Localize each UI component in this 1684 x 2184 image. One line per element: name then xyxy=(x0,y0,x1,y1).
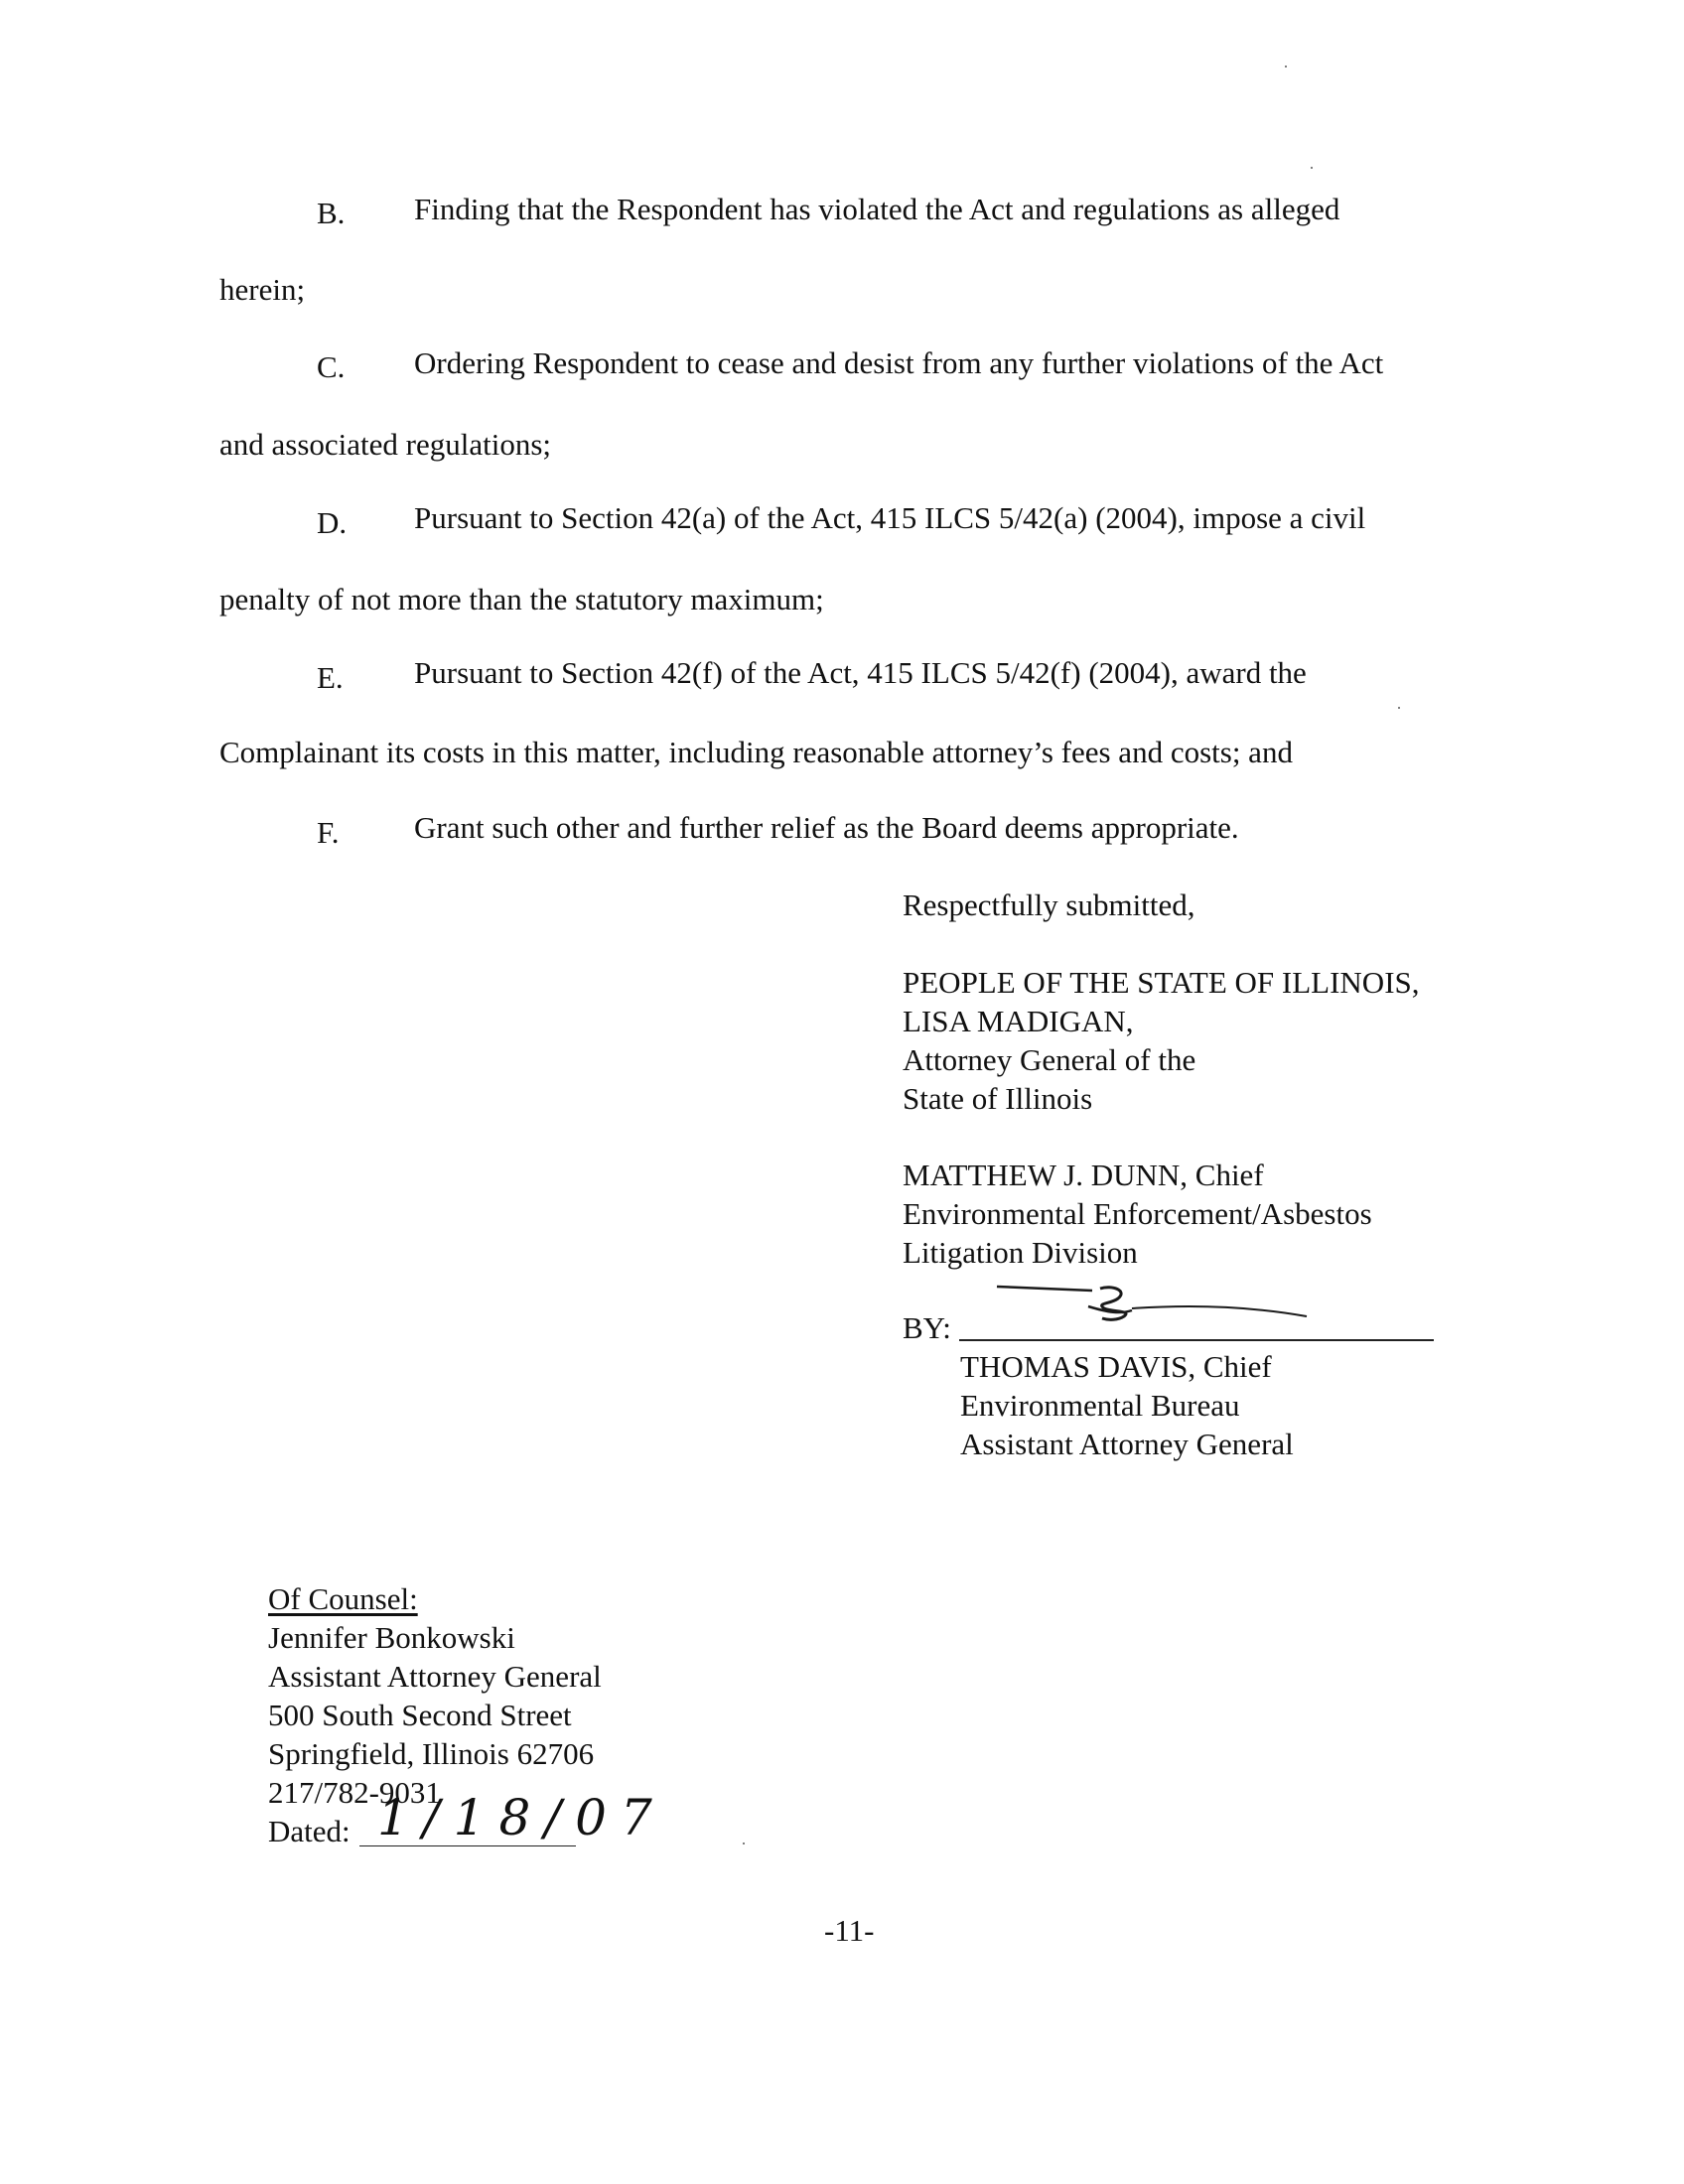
paragraph-letter: E. xyxy=(317,660,344,695)
handwritten-signature xyxy=(993,1277,1321,1336)
by-label: BY: xyxy=(903,1310,951,1345)
counsel-address: 500 South Second Street xyxy=(268,1698,572,1732)
paragraph-letter: B. xyxy=(317,196,346,230)
paragraph-continuation: penalty of not more than the statutory maximum; xyxy=(219,582,824,616)
paragraph-text: Ordering Respondent to cease and desist from any further violations of the Act xyxy=(414,345,1384,380)
scan-speck xyxy=(743,1843,745,1844)
counsel-title: Assistant Attorney General xyxy=(268,1659,602,1694)
counsel-name: Jennifer Bonkowski xyxy=(268,1620,515,1655)
signatory-line: State of Illinois xyxy=(903,1081,1093,1116)
paragraph-letter: C. xyxy=(317,349,346,384)
paragraph-letter: D. xyxy=(317,505,348,540)
paragraph-continuation: Complainant its costs in this matter, including reasonable attorney’s fees and costs; and xyxy=(219,735,1293,769)
counsel-address: Springfield, Illinois 62706 xyxy=(268,1736,595,1771)
signature-line xyxy=(959,1339,1434,1341)
chief-line: MATTHEW J. DUNN, Chief xyxy=(903,1158,1264,1192)
paragraph-text: Pursuant to Section 42(f) of the Act, 415 ILCS 5/42(f) (2004), award the xyxy=(414,655,1307,690)
chief-line: Litigation Division xyxy=(903,1235,1138,1270)
page-number: -11- xyxy=(824,1913,875,1948)
dated-value-handwritten: 1/18/07 xyxy=(377,1789,666,1846)
scan-speck xyxy=(1285,66,1287,68)
counsel-heading: Of Counsel: xyxy=(268,1581,418,1616)
signer-line: Environmental Bureau xyxy=(960,1388,1240,1423)
scan-speck xyxy=(1311,167,1313,169)
paragraph-text: Finding that the Respondent has violated the Act and regulations as alleged xyxy=(414,192,1340,226)
paragraph-continuation: herein; xyxy=(219,272,306,307)
signatory-line: LISA MADIGAN, xyxy=(903,1004,1134,1038)
scan-speck xyxy=(1398,707,1400,709)
counsel-phone: 217/782-9031 xyxy=(268,1775,441,1810)
chief-line: Environmental Enforcement/Asbestos xyxy=(903,1196,1372,1231)
signer-line: THOMAS DAVIS, Chief xyxy=(960,1349,1272,1384)
signatory-line: PEOPLE OF THE STATE OF ILLINOIS, xyxy=(903,965,1420,1000)
paragraph-text: Pursuant to Section 42(a) of the Act, 415 ILCS 5/42(a) (2004), impose a civil xyxy=(414,500,1366,535)
dated-label: Dated: xyxy=(268,1814,351,1848)
signatory-line: Attorney General of the xyxy=(903,1042,1196,1077)
closing-text: Respectfully submitted, xyxy=(903,887,1195,922)
paragraph-letter: F. xyxy=(317,815,340,850)
paragraph-continuation: and associated regulations; xyxy=(219,427,552,462)
signer-line: Assistant Attorney General xyxy=(960,1427,1294,1461)
paragraph-text: Grant such other and further relief as the Board deems appropriate. xyxy=(414,810,1239,845)
